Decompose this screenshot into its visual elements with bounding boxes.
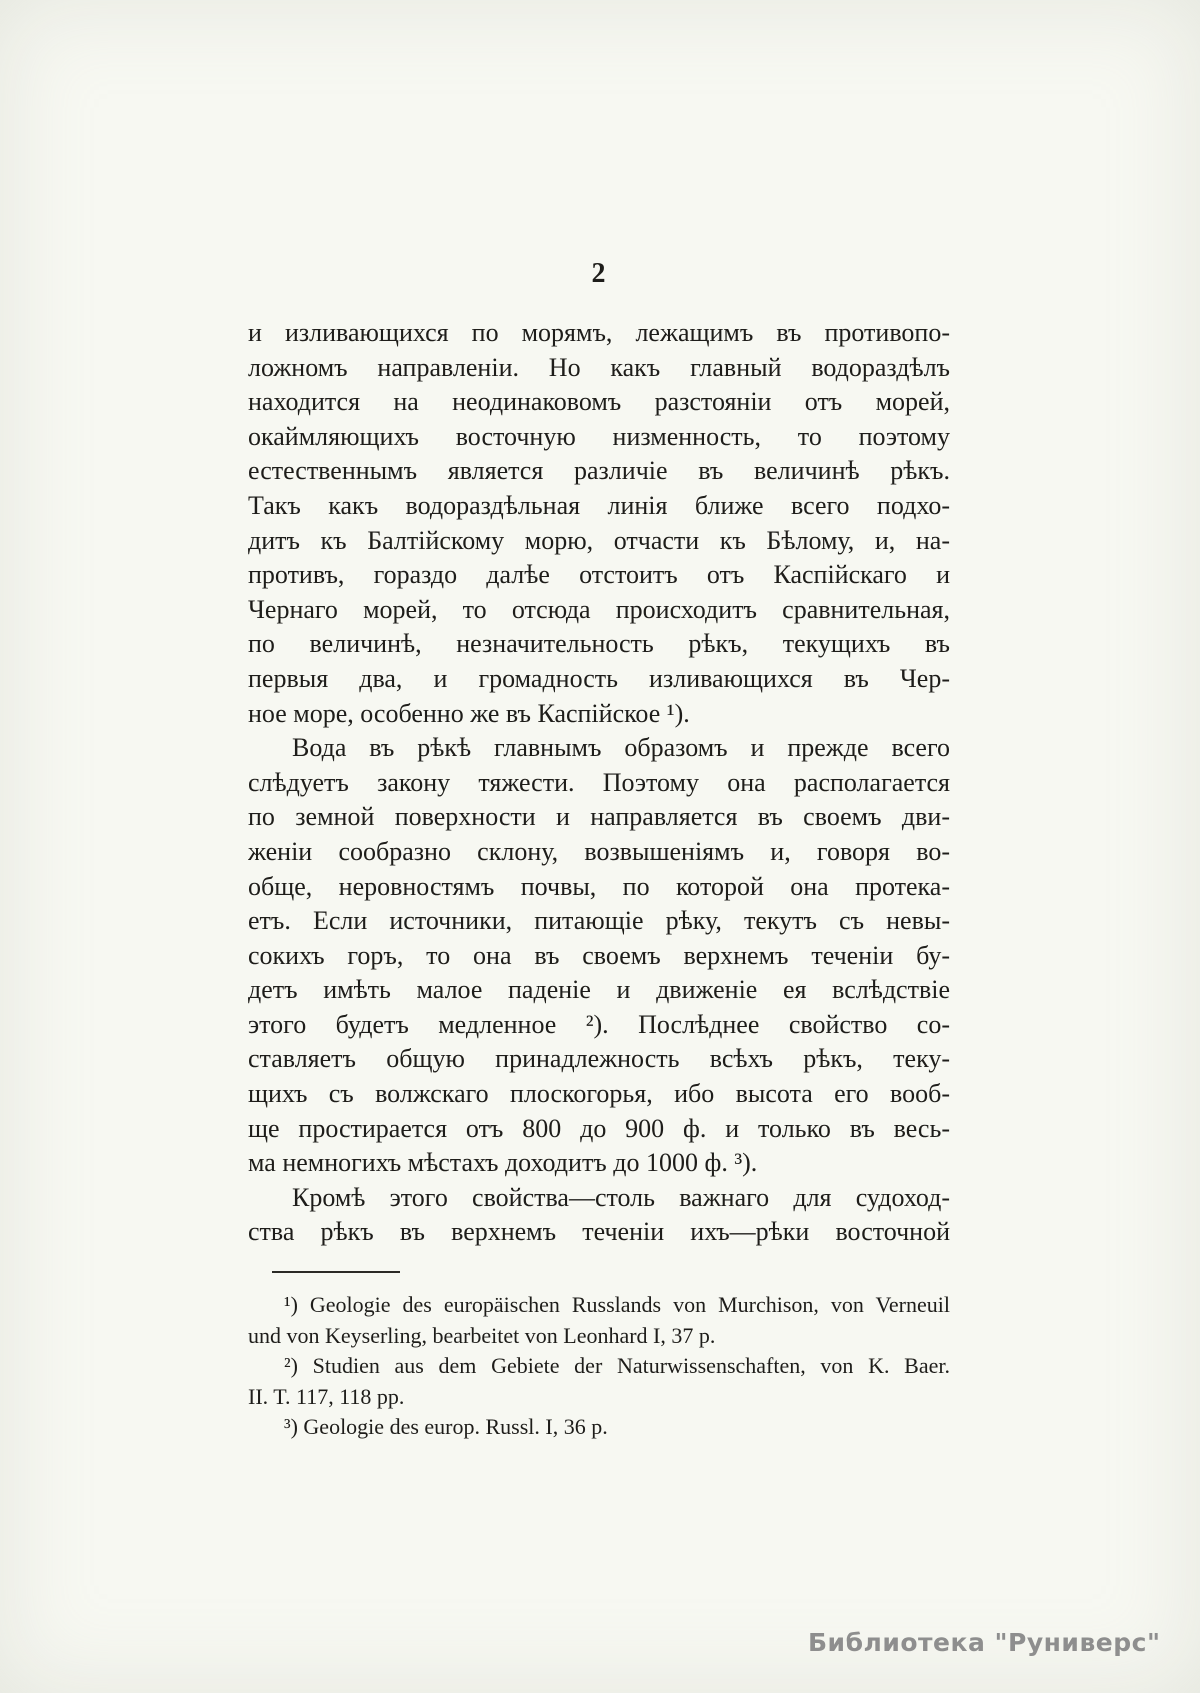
body-line: детъ имѣть малое паденіе и движеніе ея вслѣдствіе: [248, 975, 950, 1005]
body-line: ное море, особенно же въ Каспійское ¹).: [248, 698, 690, 728]
body-line: щихъ съ волжскаго плоскогорья, ибо высота его вооб-: [248, 1079, 950, 1109]
footnote-line: II. T. 117, 118 pp.: [248, 1383, 405, 1409]
body-line: ставляетъ общую принадлежность всѣхъ рѣкъ, теку-: [248, 1044, 950, 1074]
body-line: по величинѣ, незначительность рѣкъ, текущихъ въ: [248, 629, 950, 659]
body-text: [248, 316, 950, 1250]
body-line: находится на неодинаковомъ разстояніи отъ морей,: [248, 387, 950, 417]
body-line: слѣдуетъ закону тяжести. Поэтому она располагается: [248, 767, 950, 797]
body-line: естественнымъ является различіе въ величинѣ рѣкъ.: [248, 456, 950, 486]
body-line: этого будетъ медленное ²). Послѣднее свойство со-: [248, 1009, 950, 1039]
library-watermark: Библиотека "Руниверс": [808, 1628, 1161, 1657]
footnote-line: ¹) Geologie des europäischen Russlands von Murchison, von Verneuil: [284, 1292, 950, 1317]
body-line: по земной поверхности и направляется въ своемъ дви-: [248, 802, 950, 832]
body-line: и изливающихся по морямъ, лежащимъ въ противопо-: [248, 318, 950, 347]
body-line: противъ, гораздо далѣе отстоитъ отъ Каспійскаго и: [248, 560, 950, 590]
body-line: дитъ къ Балтійскому морю, отчасти къ Бѣлому, и, на-: [248, 525, 950, 555]
body-line: сокихъ горъ, то она въ своемъ верхнемъ теченіи бу-: [248, 940, 950, 970]
body-line: Кромѣ этого свойства—столь важнаго для судоход-: [292, 1182, 950, 1212]
body-line: ства рѣкъ въ верхнемъ теченіи ихъ—рѣки восточной: [248, 1217, 950, 1247]
body-line: Чернаго морей, то отсюда происходитъ сравнительная,: [248, 594, 950, 624]
body-line: первыя два, и громадность изливающихся въ Чер-: [248, 663, 950, 693]
footnote-separator-rule: [272, 1271, 400, 1273]
body-line: женіи сообразно склону, возвышеніямъ и, говоря во-: [248, 836, 950, 866]
body-line: ще простирается отъ 800 до 900 ф. и только въ весь-: [248, 1113, 950, 1143]
body-line: Вода въ рѣкѣ главнымъ образомъ и прежде всего: [292, 733, 950, 763]
footnotes: [248, 1290, 950, 1443]
footnote-line: ³) Geologie des europ. Russl. I, 36 p.: [284, 1414, 608, 1439]
body-line: окаймляющихъ восточную низменность, то поэтому: [248, 421, 950, 451]
body-line: Такъ какъ водораздѣльная линія ближе всего подхо-: [248, 490, 950, 520]
footnote-line: und von Keyserling, bearbeitet von Leonhard I, 37 p.: [248, 1322, 716, 1348]
body-line: обще, неровностямъ почвы, по которой она протека-: [248, 871, 950, 901]
body-line: етъ. Если источники, питающіе рѣку, текутъ съ невы-: [248, 906, 950, 936]
footnote-line: ²) Studien aus dem Gebiete der Naturwissenschaften, von K. Baer.: [284, 1353, 950, 1378]
page-number: 2: [591, 258, 607, 289]
body-line: ложномъ направленіи. Но какъ главный водораздѣлъ: [248, 352, 950, 382]
body-line: ма немногихъ мѣстахъ доходитъ до 1000 ф. ³).: [248, 1148, 758, 1178]
